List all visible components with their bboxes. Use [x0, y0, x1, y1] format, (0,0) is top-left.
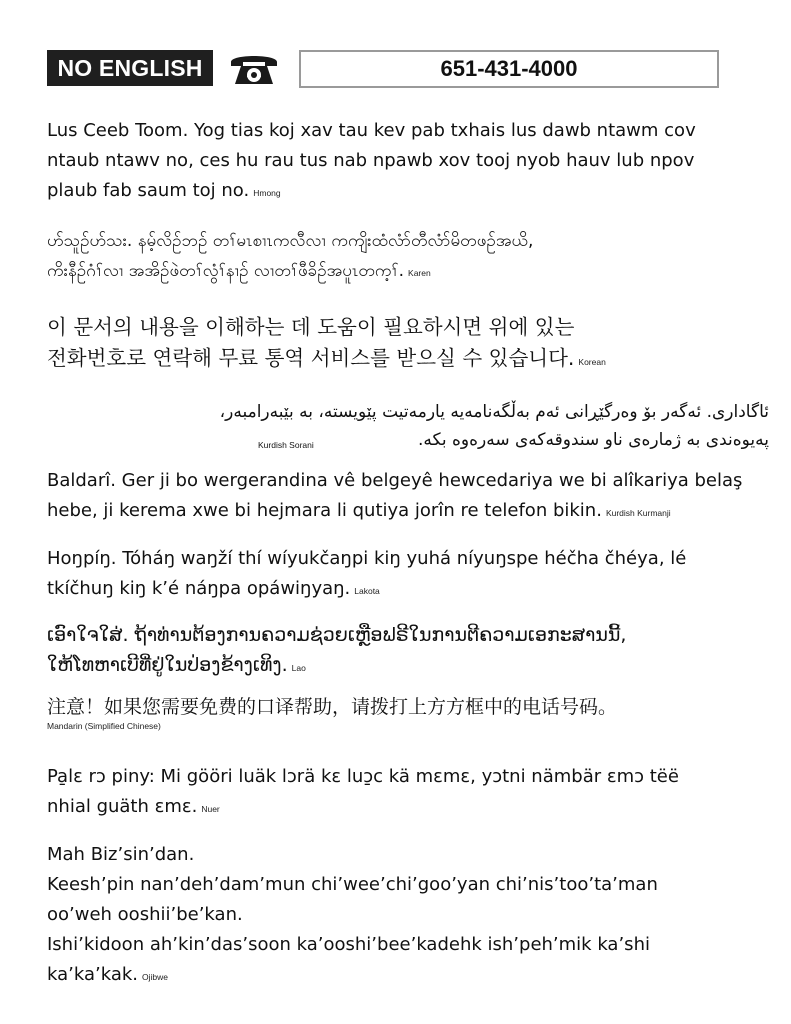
karen-notice: [47, 226, 747, 288]
ojibwe-line-4: Ishi’kidoon ah’kin’das’soon ka’ooshi’bee’kadehk ish’peh’mik ka’shi: [47, 934, 650, 955]
lao-notice: [47, 620, 747, 683]
lakota-language-label: Lakota: [354, 586, 380, 596]
nuer-language-label: Nuer: [201, 804, 220, 814]
lakota-line-2: tkíčhuŋ kiŋ k’é náŋpa opáwiŋyaŋ.: [47, 578, 351, 599]
telephone-icon: [227, 48, 281, 88]
mandarin-line-1: 注意！如果您需要免费的口译帮助，请拨打上方方框中的电话号码。: [47, 696, 618, 718]
hmong-line-1: Lus Ceeb Toom. Yog tias koj xav tau kev pab txhais lus dawb ntawm cov: [47, 120, 696, 141]
lao-line-2: ໃຫ້ໂທຫາເບີທີ່ຢູ່ໃນປ່ອງຂ້າງເທິງ.: [47, 654, 288, 676]
lao-language-label: Lao: [291, 663, 306, 673]
ojibwe-line-2: Keesh’pin nan’deh’dam’mun chi’wee’chi’goo’yan chi’nis’too’ta’man: [47, 874, 658, 895]
ojibwe-line-1: Mah Biz’sin’dan.: [47, 844, 195, 865]
nuer-notice: [47, 762, 747, 824]
mandarin-language-label: Mandarin (Simplified Chinese): [47, 721, 161, 731]
hmong-notice: [47, 116, 747, 208]
nuer-line-2: nhial guäth ɛmɛ.: [47, 796, 198, 817]
korean-line-1: 이 문서의 내용을 이해하는 데 도움이 필요하시면 위에 있는: [47, 315, 575, 339]
no-english-badge: NO ENGLISH: [47, 50, 213, 86]
hmong-line-3: plaub fab saum toj no.: [47, 180, 250, 201]
header-bar: [47, 48, 719, 90]
mandarin-notice: [47, 694, 747, 732]
ojibwe-notice: [47, 840, 747, 992]
phone-number-box: 651-431-4000: [299, 50, 719, 88]
karen-line-1: ဟ်သူဉ်ဟ်သး. နမ့်လိဉ်ဘဉ် တၢ်မၤစၢၤကလီလၢ ကကျိးထံလံာ်တီလံာ်မိတဖဉ်အယိ,: [47, 231, 534, 251]
kurmanji-language-label: Kurdish Kurmanji: [605, 508, 671, 518]
ojibwe-language-label: Ojibwe: [142, 972, 168, 982]
korean-notice: [47, 312, 747, 378]
sorani-line-2: پەیوەندی بە ژمارەی ناو سندوقەکەی سەرەوە بکە.: [417, 430, 769, 450]
hmong-line-2: ntaub ntawv no, ces hu rau tus nab npawb xov tooj nyob hauv lub npov: [47, 150, 695, 171]
sorani-notice: [47, 398, 769, 454]
kurmanji-line-1: Baldarî. Ger ji bo wergerandina vê belgeyê hewcedariya we bi alîkariya belaş: [47, 470, 743, 491]
lakota-line-1: Hoŋpíŋ. Tóháŋ waŋží thí wíyukčaŋpi kiŋ yuhá níyuŋspe héčha čhéya, lé: [47, 548, 687, 569]
sorani-line-1: ئاگاداری. ئەگەر بۆ وەرگێڕانی ئەم بەڵگەنامەیە یارمەتیت پێویستە، بە بێبەرامبەر،: [219, 402, 769, 422]
karen-language-label: Karen: [408, 268, 431, 278]
ojibwe-line-3: oo’weh ooshii’be’kan.: [47, 904, 243, 925]
kurmanji-line-2: hebe, ji kerema xwe bi hejmara li qutiya jorîn re telefon bikin.: [47, 500, 602, 521]
karen-line-2: ကိးနီဉ်ဂံၢ်လၢ အအိဉ်ဖဲတၢ်လွံၢ်နၢဉ် လၢတၢ်ဖီခိဉ်အပူၤတက့ၢ်.: [47, 261, 405, 281]
sorani-language-label: Kurdish Sorani: [258, 440, 314, 450]
nuer-line-1: Pa̱lɛ rɔ piny: Mi gööri luäk lɔrä kɛ luɔ̱c kä mɛmɛ, yɔtni nämbär ɛmɔ tëë: [47, 766, 679, 787]
korean-line-2: 전화번호로 연락해 무료 통역 서비스를 받으실 수 있습니다.: [47, 346, 575, 370]
lao-line-1: ເອົາໃຈໃສ່. ຖ້າທ່ານຕ້ອງການຄວາມຊ່ວຍເຫຼືອຟຣີໃນການຕີຄວາມເອກະສານນີ້,: [47, 624, 627, 646]
korean-language-label: Korean: [578, 357, 606, 367]
hmong-language-label: Hmong: [253, 188, 281, 198]
lakota-notice: [47, 544, 747, 606]
ojibwe-line-5: ka’ka’kak.: [47, 964, 139, 985]
kurmanji-notice: [47, 466, 747, 528]
